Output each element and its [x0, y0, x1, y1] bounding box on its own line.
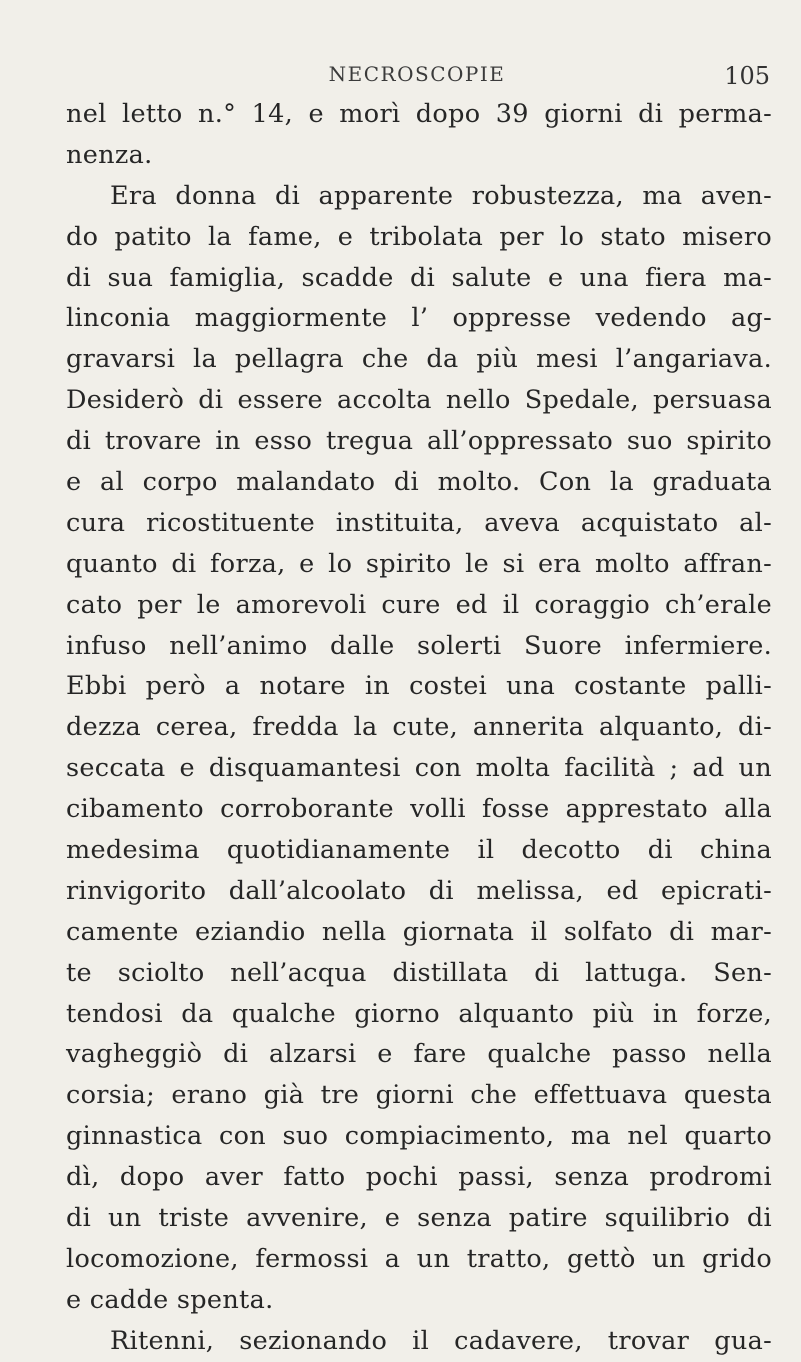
- text-line: seccata e disquamantesi con molta facilità ; ad un: [66, 753, 772, 784]
- text-line: Era donna di apparente robustezza, ma aven-: [110, 180, 772, 211]
- text-line: camente eziandio nella giornata il solfato di mar-: [66, 916, 772, 947]
- text-line: do patito la fame, e tribolata per lo stato misero: [66, 221, 772, 252]
- text-line: tendosi da qualche giorno alquanto più in forze,: [66, 998, 772, 1029]
- text-line: ginnastica con suo compiacimento, ma nel quarto: [66, 1121, 772, 1152]
- text-line: rinvigorito dall’alcoolato di melissa, ed epicrati-: [66, 875, 772, 906]
- text-line: e cadde spenta.: [66, 1284, 274, 1315]
- text-line: di sua famiglia, scadde di salute e una fiera ma-: [66, 262, 772, 293]
- text-line: dezza cerea, fredda la cute, annerita alquanto, di-: [66, 712, 772, 743]
- text-line: vagheggiò di alzarsi e fare qualche passo nella: [66, 1039, 772, 1070]
- text-line: dì, dopo aver fatto pochi passi, senza prodromi: [66, 1162, 772, 1193]
- text-line: locomozione, fermossi a un tratto, gettò un grido: [66, 1243, 772, 1274]
- text-line: infuso nell’animo dalle solerti Suore infermiere.: [66, 630, 772, 661]
- text-line: cato per le amorevoli cure ed il coraggio ch’erale: [66, 589, 772, 620]
- text-line: gravarsi la pellagra che da più mesi l’angariava.: [66, 344, 772, 375]
- page-number: 105: [724, 62, 770, 90]
- running-head-title: NECROSCOPIE: [328, 62, 506, 86]
- running-head: [64, 62, 770, 96]
- text-line: Ritenni, sezionando il cadavere, trovar gua-: [110, 1325, 772, 1356]
- text-line: corsia; erano già tre giorni che effettuava questa: [66, 1080, 772, 1111]
- text-line: di trovare in esso tregua all’oppressato suo spirito: [66, 426, 772, 457]
- text-line: nel letto n.° 14, e morì dopo 39 giorni di perma-: [66, 99, 772, 129]
- text-line: cibamento corroborante volli fosse apprestato alla: [66, 794, 772, 825]
- text-line: medesima quotidianamente il decotto di china: [66, 835, 772, 866]
- text-line: quanto di forza, e lo spirito le si era molto affran-: [66, 548, 772, 579]
- text-line: e al corpo malandato di molto. Con la graduata: [66, 467, 772, 498]
- text-line: linconia maggiormente l’ oppresse vedendo ag-: [66, 303, 772, 334]
- body-text: [66, 94, 772, 1362]
- text-line: di un triste avvenire, e senza patire squilibrio di: [66, 1203, 772, 1234]
- text-line: nenza.: [66, 139, 153, 170]
- text-line: cura ricostituente instituita, aveva acquistato al-: [66, 507, 772, 538]
- text-line: te sciolto nell’acqua distillata di lattuga. Sen-: [66, 957, 772, 988]
- text-line: Desiderò di essere accolta nello Spedale, persuasa: [66, 385, 772, 416]
- text-line: Ebbi però a notare in costei una costante palli-: [66, 671, 772, 702]
